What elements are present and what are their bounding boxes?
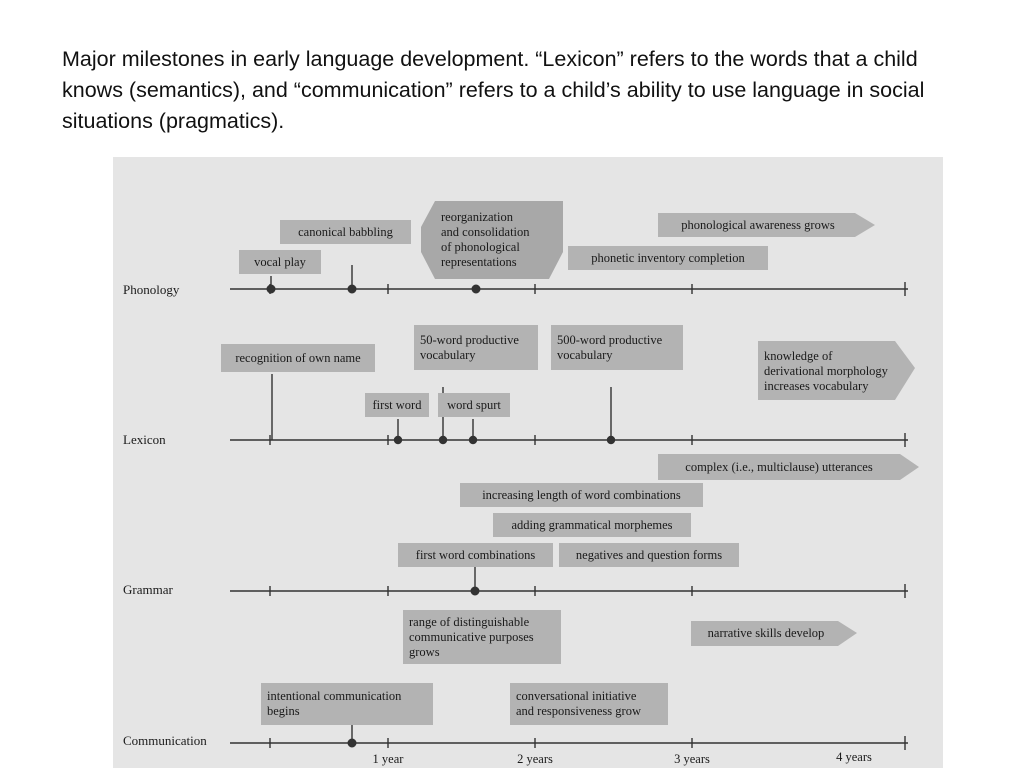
milestone-conversational-initiative: conversational initiative and responsiveness grow [516,689,641,718]
milestone-500-word: 500-word productive vocabulary [557,332,663,362]
year-label-3: 3 years [674,752,710,766]
milestone-first-word: first word [372,397,422,412]
milestone-word-spurt: word spurt [447,397,501,412]
grammar-axis [230,567,908,598]
row-label-lexicon: Lexicon [123,432,166,447]
milestone-phonetic-inventory: phonetic inventory completion [591,250,745,265]
milestone-recognition-own-name: recognition of own name [235,350,361,365]
row-label-communication: Communication [123,733,207,748]
row-label-phonology: Phonology [123,282,180,297]
milestone-vocal-play: vocal play [254,254,306,269]
milestone-range-purposes: range of distinguishable communicative purposes grows [409,614,534,659]
milestone-negatives-questions: negatives and question forms [575,547,723,562]
milestone-canonical-babbling: canonical babbling [298,224,393,239]
year-label-1: 1 year [372,752,404,766]
communication-axis [230,725,908,750]
milestone-narrative-skills: narrative skills develop [707,626,825,640]
milestone-first-word-combinations: first word combinations [415,547,536,562]
milestone-reorganization: reorganization and consolidation of phonological representations [441,210,530,269]
milestones-figure [113,157,943,768]
milestone-derivational-morphology: knowledge of derivational morphology increases vocabulary [764,348,888,393]
figure-caption: Major milestones in early language development. “Lexicon” refers to the words that a child knows (semantics), and “communication” refers to a child’s ability to use language in social situations (pragmatics). [62,47,925,133]
year-label-4: 4 years [836,750,872,764]
year-label-2: 2 years [517,752,553,766]
row-label-grammar: Grammar [123,582,173,597]
milestone-50-word: 50-word productive vocabulary [420,332,519,362]
milestone-increasing-length: increasing length of word combinations [482,487,681,502]
milestone-grammatical-morphemes: adding grammatical morphemes [511,517,673,532]
milestone-phonological-awareness: phonological awareness grows [681,217,835,232]
milestone-complex-utterances: complex (i.e., multiclause) utterances [685,459,873,474]
milestone-intentional-communication: intentional communication begins [267,689,402,718]
